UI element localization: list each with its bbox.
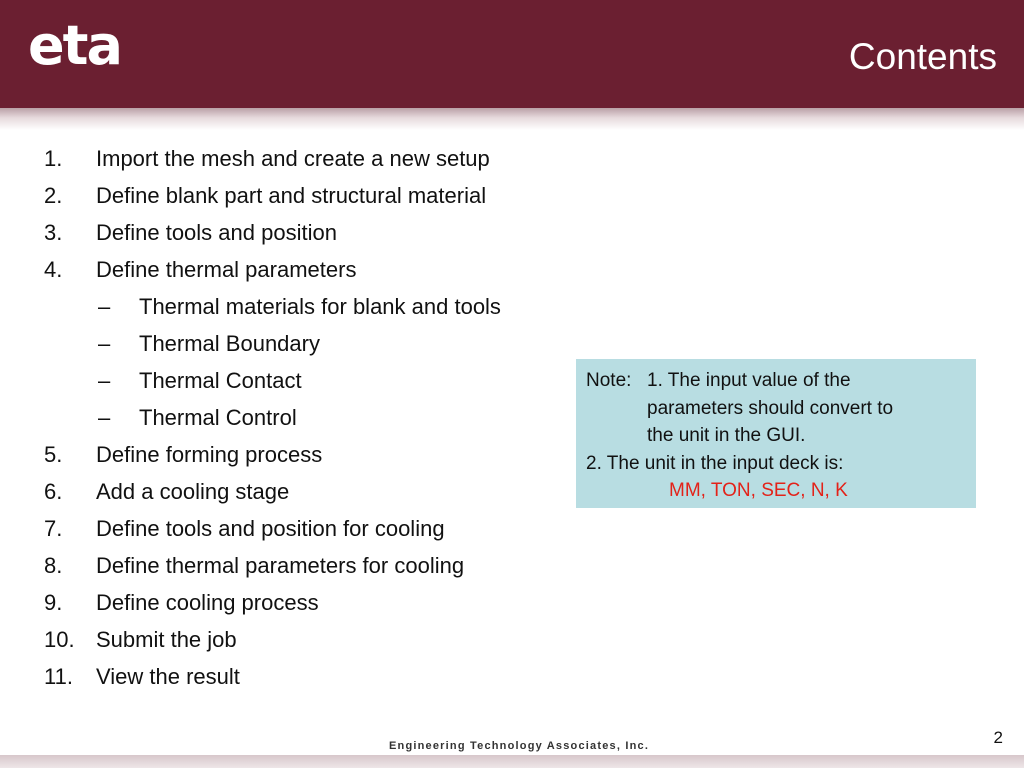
item-number: 4. [44,257,63,282]
item-text: Add a cooling stage [96,479,290,504]
note-text: the unit in the GUI. [647,425,806,446]
page-number: 2 [993,728,1003,747]
footer-bar [0,755,1024,768]
item-number: 10. [44,627,75,652]
header-shadow [0,108,1024,130]
note-line [586,450,966,478]
item-text: Define cooling process [96,590,319,615]
item-text: Define tools and position for cooling [96,516,445,541]
item-number: 5. [44,442,63,467]
item-dash: – [98,331,111,356]
note-line [586,422,966,450]
note-text: 2. The unit in the input deck is: [586,452,844,474]
item-number: 9. [44,590,63,615]
item-text: Define thermal parameters [96,257,357,282]
item-text: View the result [96,664,240,689]
item-number: 3. [44,220,63,245]
note-text: 1. The input value of the [647,370,851,391]
note-label: Note: [586,370,632,391]
item-text: Define blank part and structural material [96,183,487,208]
item-dash: – [98,368,111,393]
header-banner [0,0,1024,108]
item-dash: – [98,294,111,319]
item-text: Submit the job [96,627,237,652]
item-number: 2. [44,183,63,208]
item-text: Thermal Boundary [139,331,320,356]
note-line [586,395,966,423]
item-text: Define thermal parameters for cooling [96,553,465,578]
item-text: Thermal Contact [139,368,302,393]
item-number: 6. [44,479,63,504]
item-text: Thermal materials for blank and tools [139,294,501,319]
item-dash: – [98,405,111,430]
item-number: 1. [44,146,63,171]
note-line [586,367,966,395]
item-number: 11. [44,664,73,689]
item-text: Thermal Control [139,405,297,430]
note-units: MM, TON, SEC, N, K [669,480,848,501]
note-line [586,477,966,505]
item-number: 8. [44,553,63,578]
note-text: parameters should convert to [647,397,894,419]
note-box [576,359,976,508]
item-text: Import the mesh and create a new setup [96,146,490,171]
page-title: Contents [848,36,997,77]
item-text: Define forming process [96,442,323,467]
item-number: 7. [44,516,63,541]
logo-text: eta [28,16,121,76]
eta-logo [28,16,152,76]
item-text: Define tools and position [96,220,337,245]
footer-company: Engineering Technology Associates, Inc. [389,740,650,752]
